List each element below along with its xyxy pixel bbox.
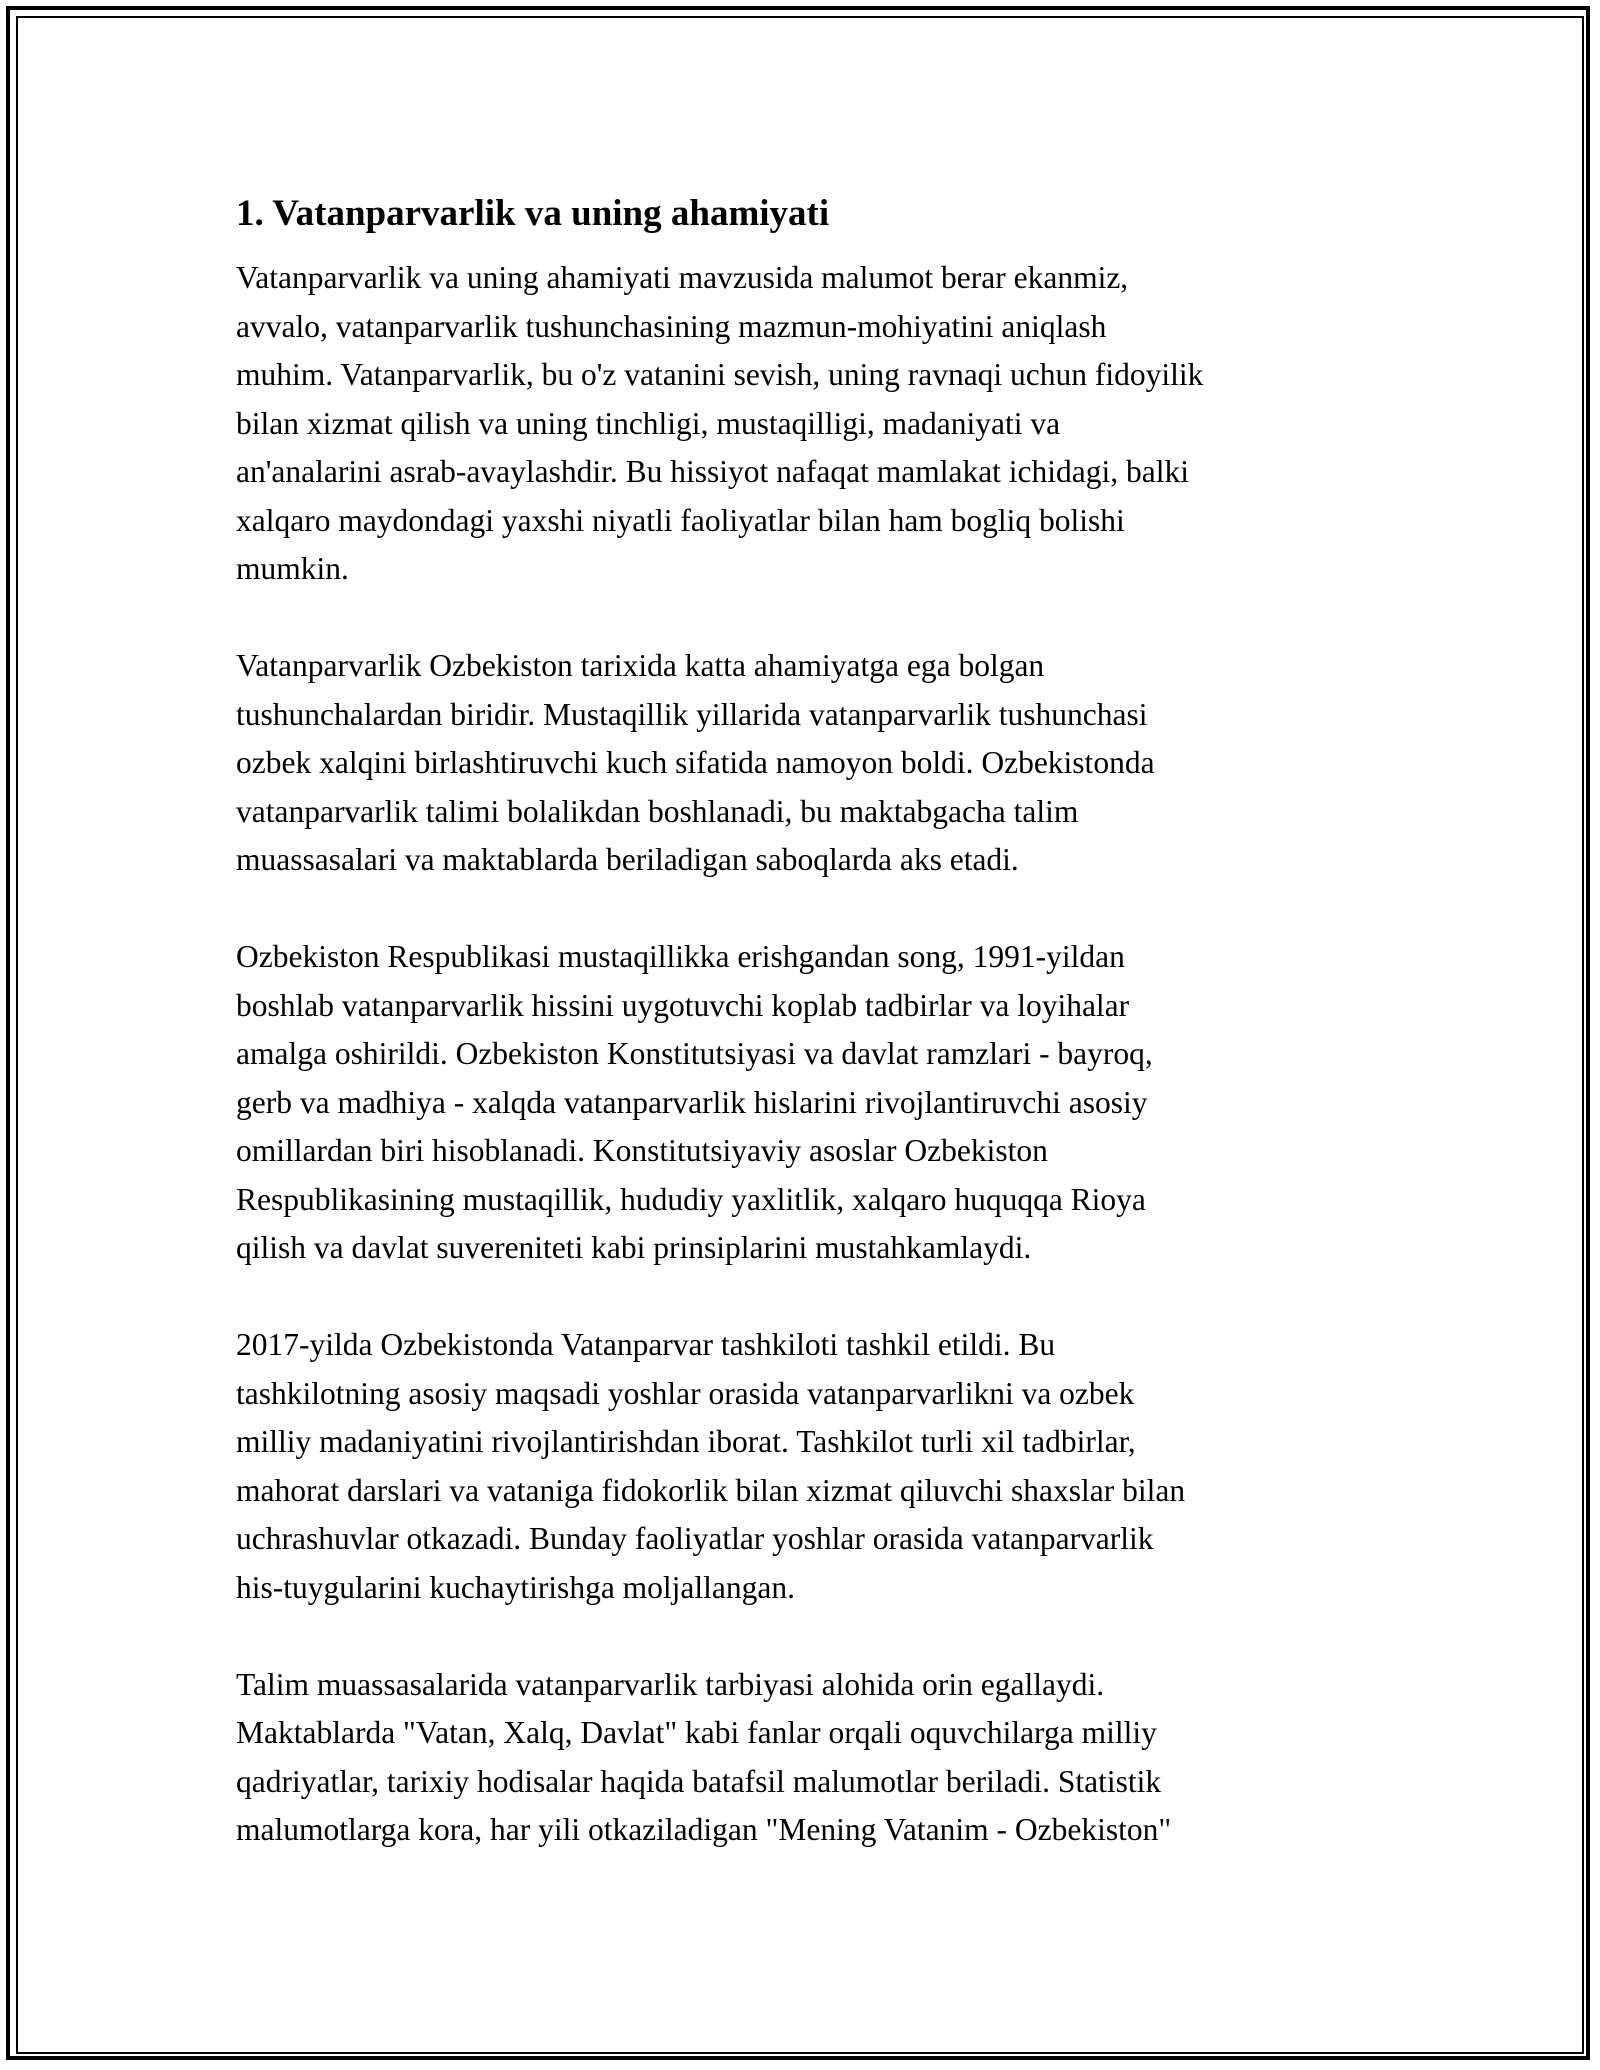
paragraph-4: 2017-yilda Ozbekistonda Vatanparvar tashkiloti tashkil etildi. Bu tashkilotning asosiy maqsadi yoshlar orasida vatanparvarlikni va ozbek milliy madaniyatini rivojlantirishdan iborat. Tashkilot turli xil tadbirlar, mahorat darslari va vataniga fidokorlik bilan xizmat qiluvchi shaxslar bilan uchrashuvlar otkazadi. Bunday faoliyatlar yoshlar orasida vatanparvarlik his-tuygularini kuchaytirishga moljallangan. — [236, 1327, 1186, 1605]
document-body — [236, 190, 1376, 1903]
paragraph-3: Ozbekiston Respublikasi mustaqillikka erishgandan song, 1991-yildan boshlab vatanparvarlik hissini uygotuvchi koplab tadbirlar va loyihalar amalga oshirildi. Ozbekiston Konstitutsiyasi va davlat ramzlari - bayroq, gerb va madhiya - xalqda vatanparvarlik hislarini rivojlantiruvchi asosiy omillardan biri hisoblanadi. Konstitutsiyaviy asoslar Ozbekiston Respublikasining mustaqillik, hududiy yaxlitlik, xalqaro huquqqa Rioya qilish va davlat suvereniteti kabi prinsiplarini mustahkamlaydi. — [236, 939, 1153, 1265]
paragraph-2: Vatanparvarlik Ozbekiston tarixida katta ahamiyatga ega bolgan tushunchalardan biridir. Mustaqillik yillarida vatanparvarlik tushunchasi ozbek xalqini birlashtiruvchi kuch sifatida namoyon boldi. Ozbekistonda vatanparvarlik talimi bolalikdan boshlanadi, bu maktabgacha talim muassasalari va maktablarda beriladigan saboqlarda aks etadi. — [236, 648, 1155, 877]
paragraph-5: Talim muassasalarida vatanparvarlik tarbiyasi alohida orin egallaydi. Maktablarda "Vatan, Xalq, Davlat" kabi fanlar orqali oquvchilarga milliy qadriyatlar, tarixiy hodisalar haqida batafsil malumotlar beriladi. Statistik malumotlarga kora, har yili otkaziladigan "Mening Vatanim - Ozbekiston" — [236, 1666, 1172, 1847]
section-heading: 1. Vatanparvarlik va uning ahamiyati — [236, 193, 830, 234]
paragraph-1: Vatanparvarlik va uning ahamiyati mavzusida malumot berar ekanmiz, avvalo, vatanparvarlik tushunchasining mazmun-mohiyatini aniqlash muhim. Vatanparvarlik, bu o'z vatanini sevish, uning ravnaqi uchun fidoyilik bilan xizmat qilish va uning tinchligi, mustaqilligi, madaniyati va an'analarini asrab-avaylashdir. Bu hissiyot nafaqat mamlakat ichidagi, balki xalqaro maydondagi yaxshi niyatli faoliyatlar bilan ham bogliq bolishi mumkin. — [236, 260, 1204, 586]
